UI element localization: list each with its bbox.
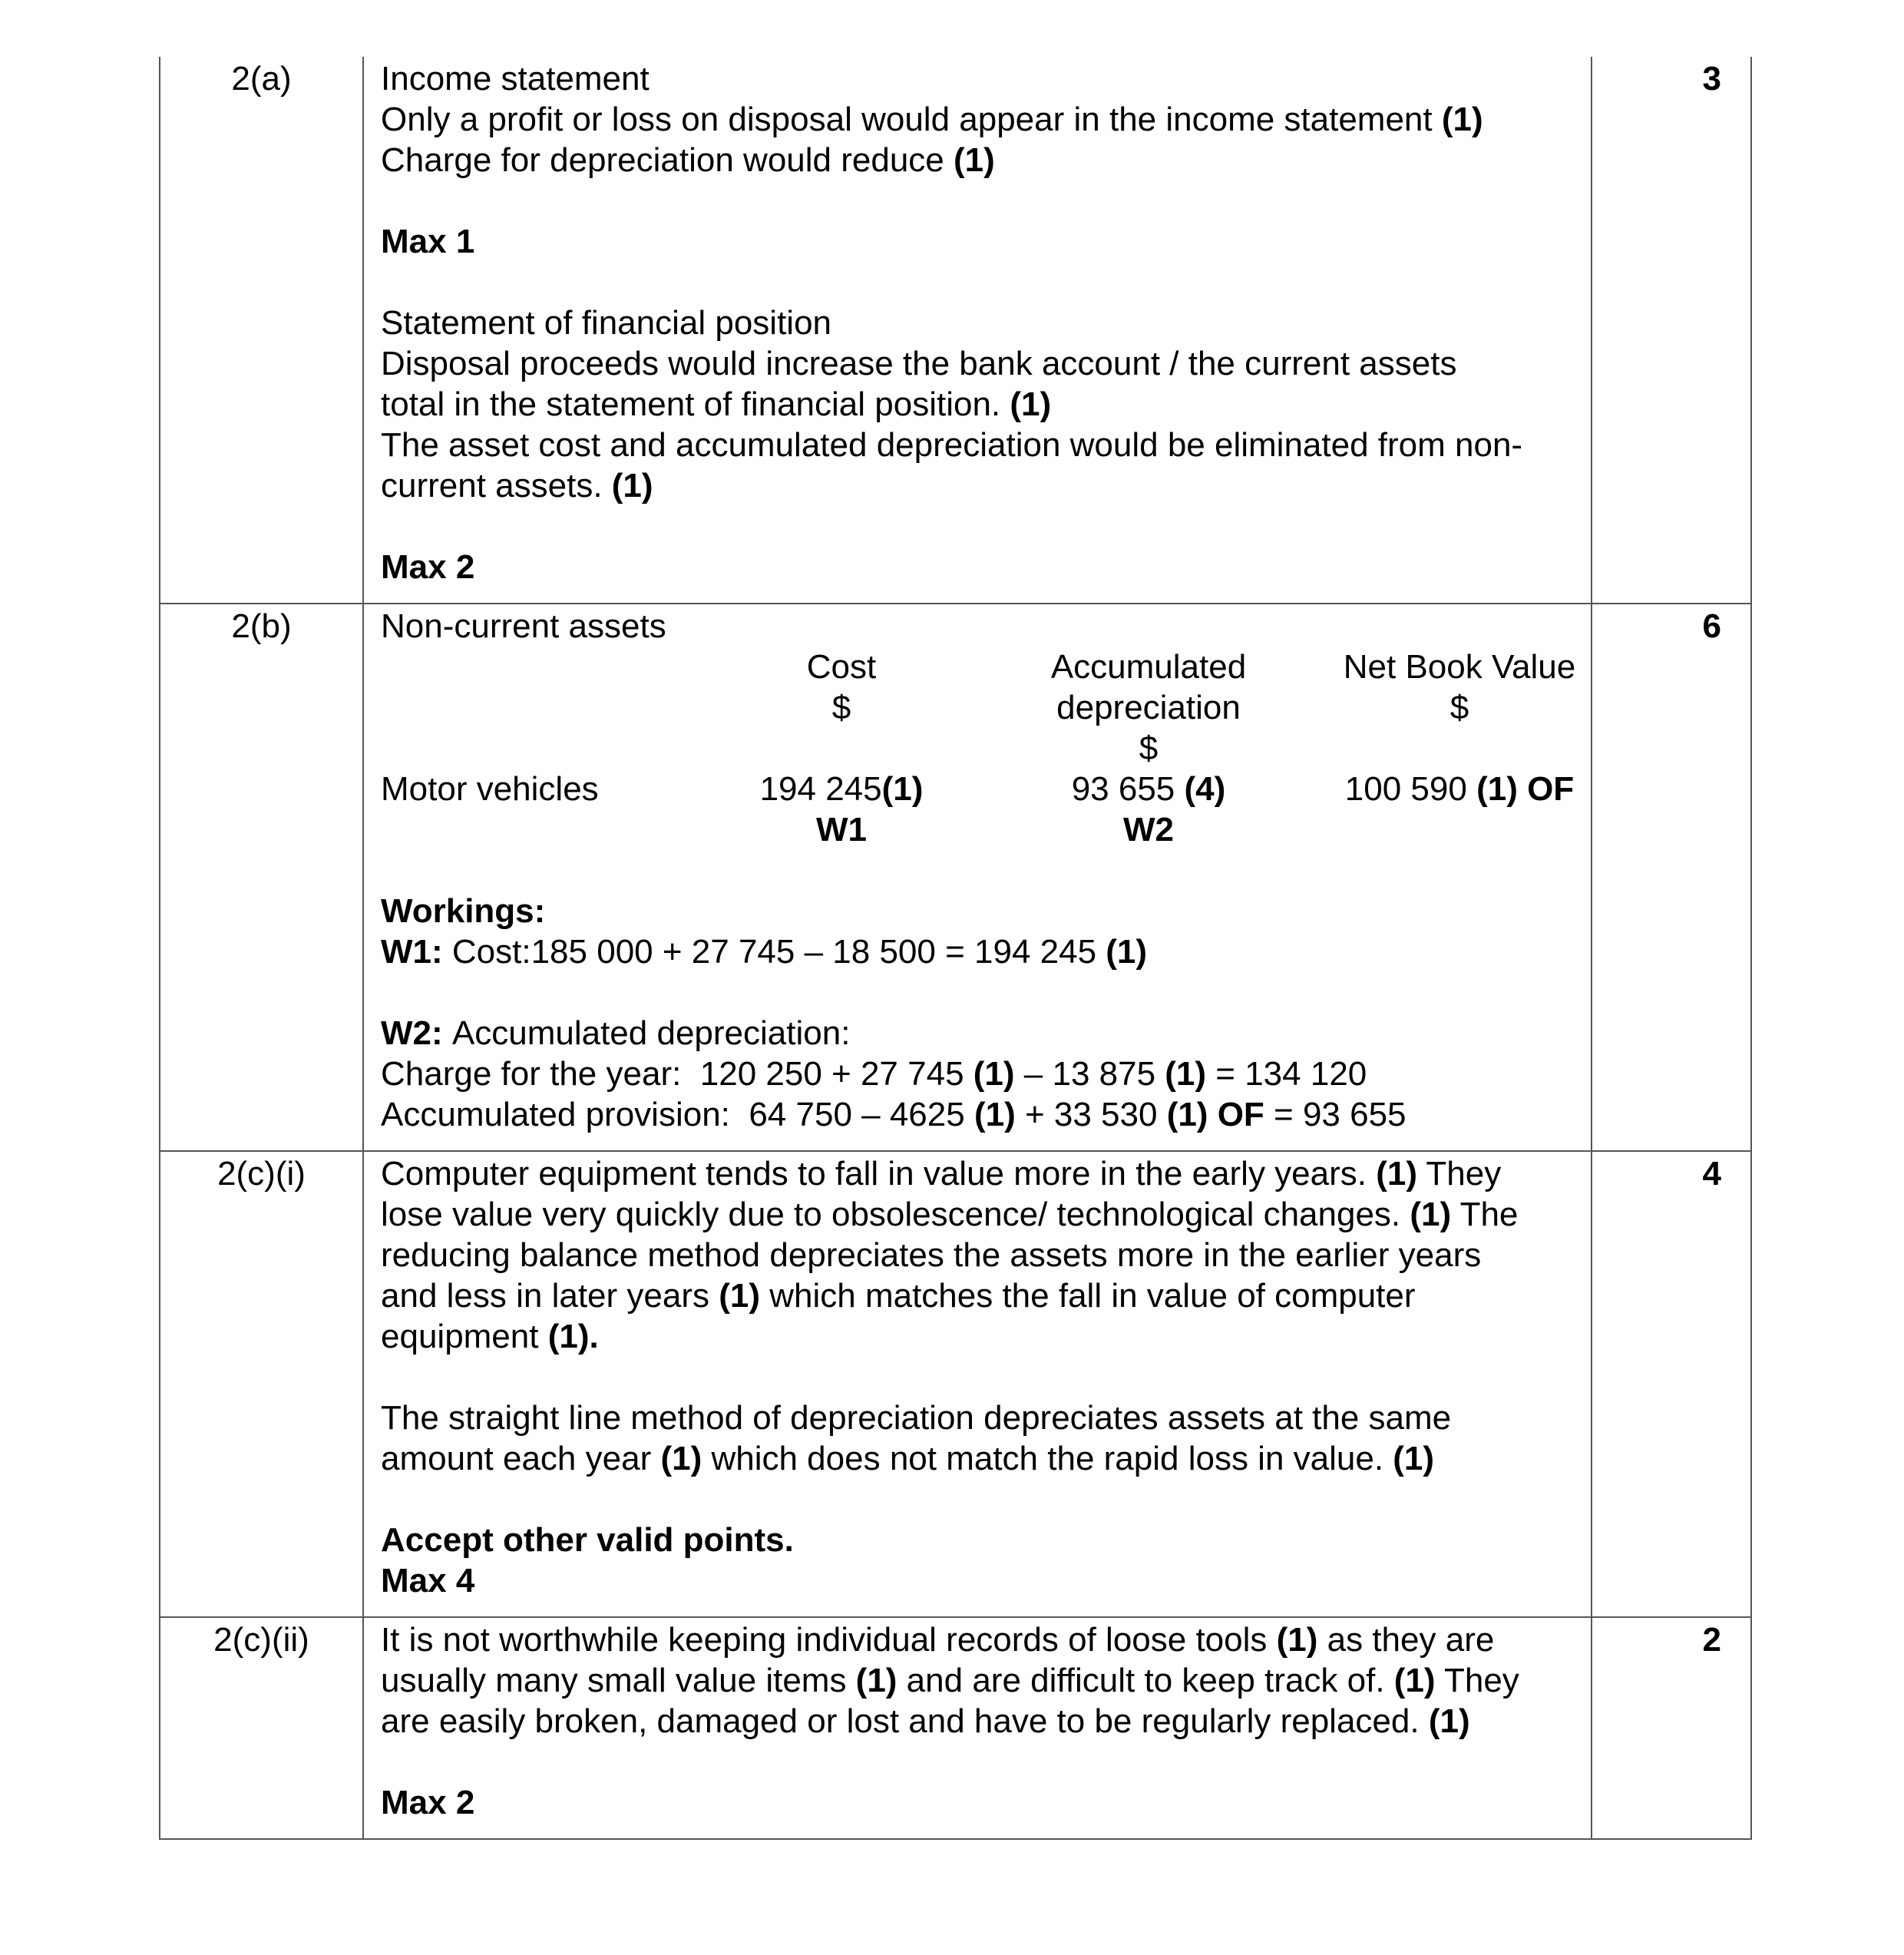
- marks-cell: 2: [1592, 1617, 1751, 1839]
- answer-line: usually many small value items (1) and are difficult to keep track of. (1) They: [381, 1662, 1519, 1699]
- working-w1: W1: Cost:185 000 + 27 745 – 18 500 = 194 245 (1): [381, 933, 1148, 971]
- answer-cell: [363, 1151, 1592, 1617]
- answer-line: equipment (1).: [381, 1318, 599, 1355]
- max-mark-note: Max 2: [381, 1784, 475, 1821]
- answer-cell: [363, 604, 1592, 1151]
- column-headers: [381, 647, 1609, 769]
- blank-line: [381, 1357, 1575, 1398]
- working-w2-charge: Charge for the year: 120 250 + 27 745 (1) – 13 875 (1) = 134 120: [381, 1055, 1367, 1093]
- non-current-assets-table: [381, 647, 1609, 850]
- answer-line: current assets. (1): [381, 467, 653, 504]
- row-2ci: [160, 1151, 1751, 1617]
- answer-line: The straight line method of depreciation depreciates assets at the same: [381, 1399, 1452, 1437]
- header-cost: Cost $: [806, 648, 877, 726]
- motor-vehicles-row: [381, 769, 1609, 850]
- blank-line: [381, 1479, 1575, 1520]
- row-2cii: [160, 1617, 1751, 1839]
- answer-line: lose value very quickly due to obsolescence/ technological changes. (1) The: [381, 1196, 1519, 1233]
- answer-line: Income statement: [381, 60, 650, 98]
- answer-line: amount each year (1) which does not match the rapid loss in value. (1): [381, 1440, 1435, 1477]
- answer-cell: [363, 57, 1592, 604]
- question-number: 2(a): [160, 57, 363, 604]
- blank-line: [381, 180, 1575, 221]
- question-number: 2(c)(ii): [160, 1617, 363, 1839]
- working-w2-title: W2: Accumulated depreciation:: [381, 1014, 851, 1052]
- answer-line: and less in later years (1) which matches the fall in value of computer: [381, 1277, 1416, 1315]
- mark-scheme-table: [159, 57, 1752, 1840]
- answer-line: Computer equipment tends to fall in value more in the early years. (1) They: [381, 1155, 1502, 1193]
- answer-line: Only a profit or loss on disposal would appear in the income statement (1): [381, 101, 1483, 138]
- net-book-value: 100 590 (1) OF: [1344, 770, 1575, 808]
- answer-line: total in the statement of financial position. (1): [381, 385, 1052, 423]
- blank-line: [381, 972, 1575, 1013]
- marks-cell: 6: [1592, 604, 1751, 1151]
- answer-line: The asset cost and accumulated depreciation would be eliminated from non-: [381, 426, 1523, 464]
- question-number: 2(b): [160, 604, 363, 1151]
- answer-cell: [363, 1617, 1592, 1839]
- blank-line: [381, 850, 1575, 891]
- blank-line: [381, 1742, 1575, 1782]
- question-number: 2(c)(i): [160, 1151, 363, 1617]
- header-net-book-value: Net Book Value $: [1343, 648, 1576, 726]
- answer-line: Statement of financial position: [381, 304, 832, 342]
- marks-cell: 4: [1592, 1151, 1751, 1617]
- max-mark-note: Max 1: [381, 223, 475, 260]
- cost-value: 194 245(1) W1: [759, 770, 924, 848]
- marks-cell: 3: [1592, 57, 1751, 604]
- section-heading: Non-current assets: [381, 607, 666, 645]
- answer-line: Disposal proceeds would increase the bank account / the current assets: [381, 345, 1457, 382]
- row-label: Motor vehicles: [381, 770, 599, 808]
- max-mark-note: Max 4: [381, 1562, 475, 1599]
- header-accumulated-depreciation: Accumulated depreciation $: [1050, 648, 1247, 767]
- working-w2-accumulated: Accumulated provision: 64 750 – 4625 (1) + 33 530 (1) OF = 93 655: [381, 1096, 1407, 1133]
- max-mark-note: Max 2: [381, 548, 475, 586]
- row-2b: [160, 604, 1751, 1151]
- answer-line: reducing balance method depreciates the assets more in the earlier years: [381, 1236, 1482, 1274]
- blank-line: [381, 262, 1575, 303]
- depreciation-value: 93 655 (4) W2: [1071, 770, 1226, 848]
- answer-line: Charge for depreciation would reduce (1): [381, 141, 995, 179]
- row-2a: [160, 57, 1751, 604]
- answer-line: are easily broken, damaged or lost and have to be regularly replaced. (1): [381, 1702, 1470, 1740]
- answer-line: It is not worthwhile keeping individual records of loose tools (1) as they are: [381, 1621, 1495, 1659]
- workings-title: Workings:: [381, 892, 546, 930]
- blank-line: [381, 506, 1575, 547]
- accept-note: Accept other valid points.: [381, 1521, 794, 1559]
